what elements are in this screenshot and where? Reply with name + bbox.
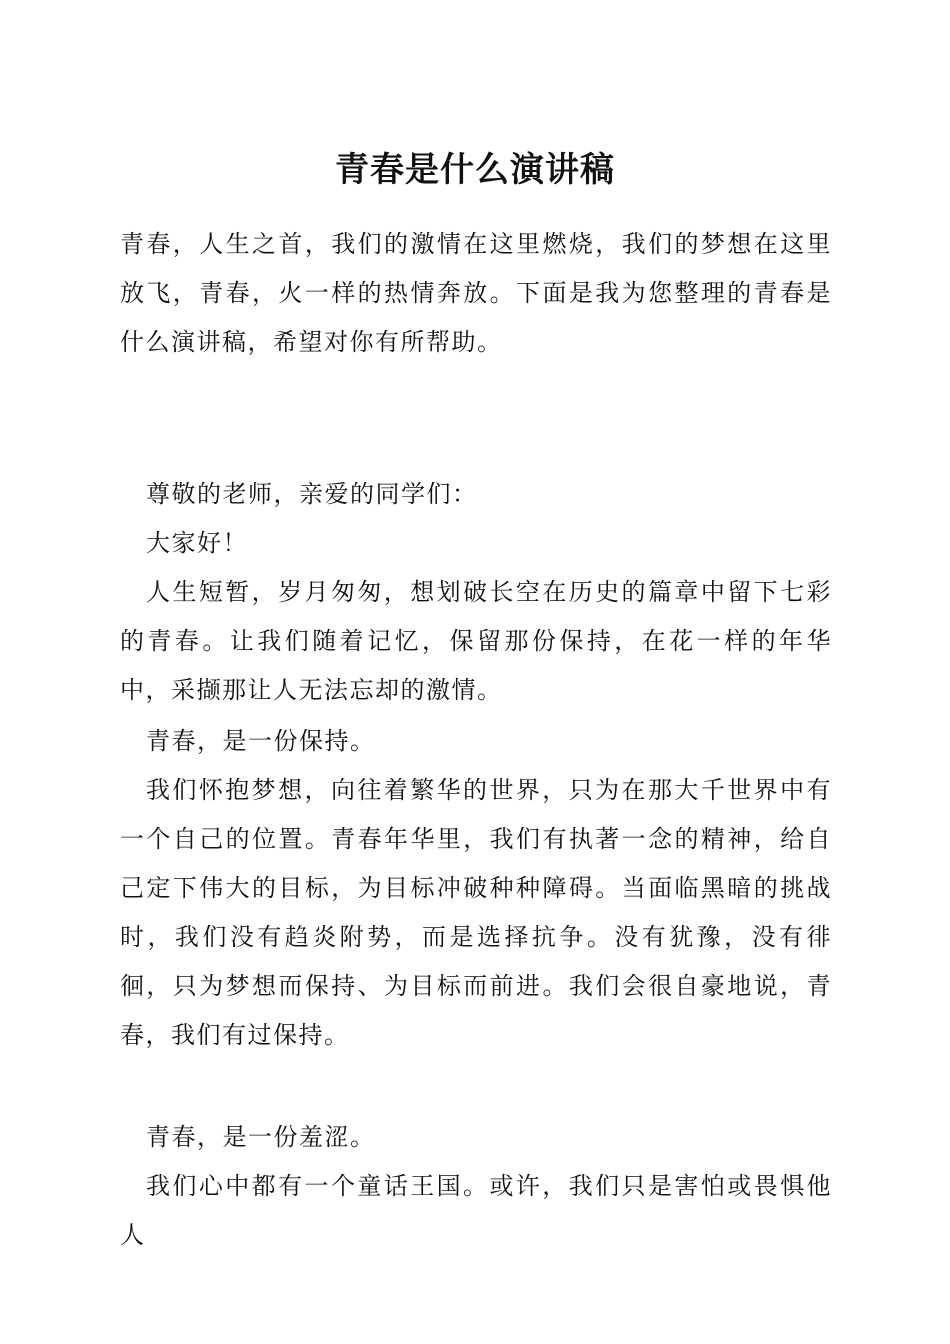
body-paragraph: 我们心中都有一个童话王国。或许，我们只是害怕或畏惧他人	[120, 1172, 832, 1249]
greeting-line: 大家好！	[146, 529, 248, 557]
salutation-line: 尊敬的老师，亲爱的同学们：	[146, 480, 478, 508]
body-paragraph: 青春，是一份羞涩。	[146, 1123, 376, 1151]
body-paragraph: 青春，是一份保持。	[146, 727, 376, 755]
document-title: 青春是什么演讲稿	[335, 150, 615, 190]
body-paragraph: 我们怀抱梦想，向往着繁华的世界，只为在那大千世界中有一个自己的位置。青春年华里，我们有执著一念的精神，给自己定下伟大的目标，为目标冲破种种障碍。当面临黑暗的挑战时，我们没有趋炎附势，而是选择抗争。没有犹豫，没有徘徊，只为梦想而保持、为目标而前进。我们会很自豪地说，青春，我们有过保持。	[120, 776, 832, 1049]
intro-paragraph: 青春，人生之首，我们的激情在这里燃烧，我们的梦想在这里放飞，青春，火一样的热情奔放。下面是我为您整理的青春是什么演讲稿，希望对你有所帮助。	[120, 230, 832, 356]
body-paragraph: 人生短暂，岁月匆匆，想划破长空在历史的篇章中留下七彩的青春。让我们随着记忆，保留那份保持，在花一样的年华中，采撷那让人无法忘却的激情。	[120, 578, 832, 704]
